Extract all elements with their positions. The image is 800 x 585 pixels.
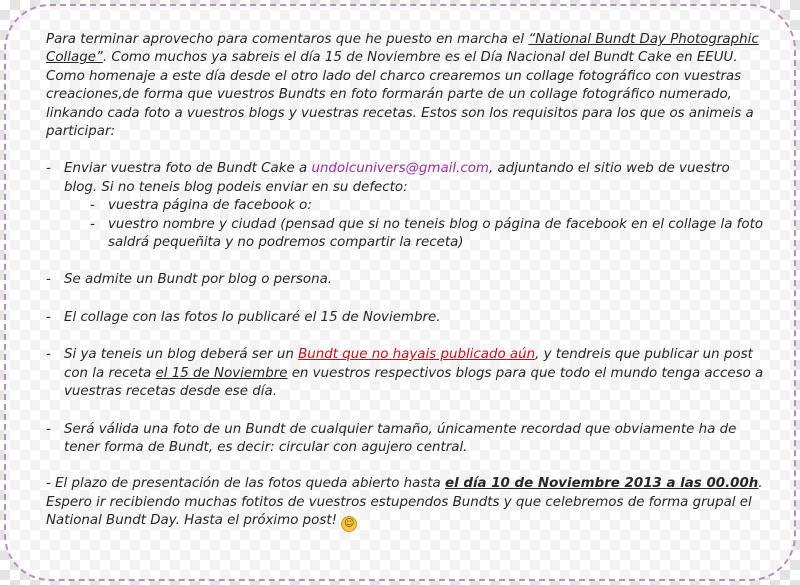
closing-paragraph: [46, 494, 766, 532]
deadline-end: .: [758, 476, 763, 492]
req4-text: Si ya teneis un blog deberá ser un: [64, 347, 299, 363]
email-link[interactable]: undolcunivers@gmail.com: [311, 161, 489, 177]
list-dash: -: [46, 421, 51, 437]
sub-item-facebook: [90, 197, 766, 215]
smiley-icon: ☺: [341, 516, 357, 532]
req3-text: El collage con las fotos lo publicaré el 15 de Noviembre.: [64, 309, 441, 325]
requirement-2: [46, 271, 766, 289]
intro-text-rest: . Como muchos ya sabreis el día 15 de Noviembre es el Día Nacional del Bundt Cake en EEUU. Como homenaje a este día desde el otro lado del charco crearemos un collage fotográfico con vuestras creaciones,de forma que vuestros Bundts en foto formarán parte de un collage fotográfico numerado, linkando cada foto a vuestros blogs y vuestras recetas. Estos son los requisitos para los que os animeis a participar:: [46, 50, 754, 140]
list-dash: -: [46, 161, 51, 177]
deadline-text: - El plazo de presentación de las fotos queda abierto hasta: [46, 476, 446, 492]
closing-text: Espero ir recibiendo muchas fotitos de vuestros estupendos Bundts y que celebremos de forma grupal el National Bundt Day. Hasta el próximo post!: [46, 494, 752, 529]
req4-text-mid: , y tendreis que publicar un post con la receta: [64, 347, 753, 381]
publish-date: el 15 de Noviembre: [155, 365, 288, 381]
intro-paragraph: [46, 31, 766, 141]
list-dash: -: [46, 347, 51, 363]
document-content: [46, 31, 766, 532]
intro-text: Para terminar aprovecho para comentaros que he puesto en marcha el: [46, 32, 529, 47]
sub-item-name-city: [90, 216, 766, 253]
requirement-5: [46, 421, 766, 458]
requirement-3: [46, 309, 766, 327]
list-dash: -: [46, 309, 51, 325]
req5-text: Será válida una foto de un Bundt de cualquier tamaño, únicamente recordad que obviamente ha de tener forma de Bundt, es decir: circular con agujero central.: [64, 421, 737, 455]
list-dash: -: [46, 272, 51, 288]
deadline-date: el día 10 de Noviembre 2013 a las 00.00h: [445, 476, 759, 492]
deadline-paragraph: [46, 475, 766, 493]
requirement-1: [46, 160, 766, 197]
unpublished-bundt-link[interactable]: Bundt que no hayais publicado aún: [298, 347, 536, 363]
req1-text-rest: , adjuntando el sitio web de vuestro blog. Si no teneis blog podeis enviar en su defecto:: [64, 161, 730, 195]
requirement-4: [46, 346, 766, 401]
req1-text: Enviar vuestra foto de Bundt Cake a: [64, 161, 312, 177]
req4-text-rest: en vuestros respectivos blogs para que todo el mundo tenga acceso a vuestras recetas desde ese día.: [64, 365, 764, 400]
sub-item-text: vuestro nombre y ciudad (pensad que si no teneis blog o página de facebook en el collage la foto saldrá pequeñita y no podremos compartir la receta): [108, 216, 764, 251]
event-name-link[interactable]: “National Bundt Day Photographic Collage”: [46, 32, 759, 66]
sub-item-text: vuestra página de facebook o:: [108, 198, 312, 214]
list-dash: -: [90, 198, 95, 214]
list-dash: -: [90, 216, 95, 232]
req2-text: Se admite un Bundt por blog o persona.: [64, 272, 333, 288]
